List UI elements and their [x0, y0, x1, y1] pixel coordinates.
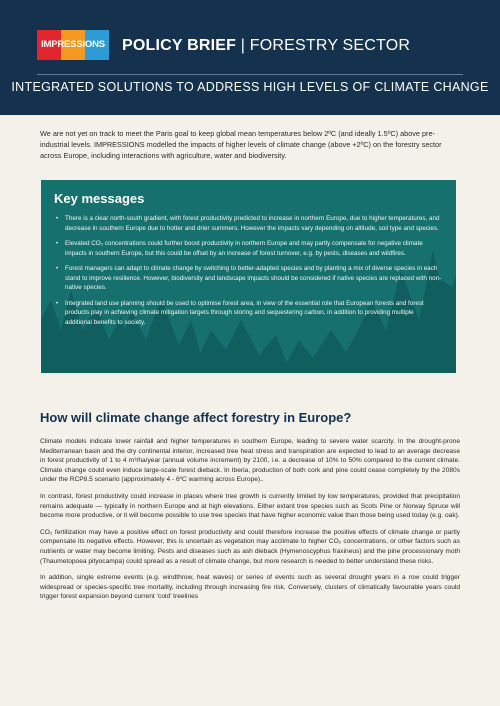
page-title: POLICY BRIEF | FORESTRY SECTOR [122, 37, 411, 54]
intro-paragraph: We are not yet on track to meet the Paris goal to keep global mean temperatures below 2ºC (and ideally 1.5ºC) above pre-industrial levels. IMPRESSIONS modelled the impacts of higher levels of climate change (above +2ºC) on the forestry sector across Europe, including interactions with agriculture, water and biodiversity. [40, 129, 442, 160]
bullet-icon: • [56, 265, 59, 272]
bullet-icon: • [56, 299, 59, 307]
page-subtitle: INTEGRATED SOLUTIONS TO ADDRESS HIGH LEVELS OF CLIMATE CHANGE [11, 80, 489, 94]
header-banner [0, 0, 500, 115]
key-messages-list [41, 214, 456, 327]
key-message-item: • Elevated CO₂ concentrations could further boost productivity in northern Europe and may partly compensate for negative climate impacts in southern Europe, but this could be offset by an increase of forest turnover, e.g. by pests, diseases and wildfires. [56, 240, 423, 257]
section-heading: How will climate change affect forestry in Europe? [40, 410, 352, 425]
impressions-logo: IMPRESSIONS [37, 30, 109, 60]
key-messages-title: Key messages [54, 191, 145, 206]
key-messages-box [41, 180, 456, 373]
body-text [40, 437, 460, 609]
bullet-icon: • [56, 240, 59, 247]
body-paragraph: CO₂ fertilization may have a positive effect on forest productivity and could therefore increase the positive effects of climate change or partly compensate its negative effects. However, this is uncertain as vegetation may acclimate to higher CO₂ concentrations, or other factors such as nutrients or water may become limiting. Pests and diseases such as ash dieback (Hymenoscyphus fraxineus) and the pine processionary moth (Thaumetopoea pityocampa) could spread as a result of climate change, but more research is needed to better understand these risks. [40, 528, 460, 565]
key-message-item: • Forest managers can adapt to climate change by switching to better-adapted species and by planting a mix of diverse species in each stand to improve resilience. However, biodiversity and landscape impacts should be considered if native species are replaced with non-native species. [56, 265, 442, 291]
body-paragraph: In addition, single extreme events (e.g. windthrow, heat waves) or series of events such as several drought years in a row could trigger widespread or species-specific tree mortality, including through increasing fire risk. Conversely, clusters of climatically favourable years could trigger forest expansion beyond current ‘cold’ treelines [40, 574, 460, 601]
bullet-icon: • [56, 215, 59, 222]
key-message-item: • Integrated land use planning should be used to optimise forest area, in view of the essential role that European forests and forest products play in achieving climate mitigation targets through storing and sequestering carbon, in addition to providing multiple additional benefits to society. [56, 299, 424, 326]
header-divider [37, 74, 463, 75]
key-message-item: • There is a clear north-south gradient, with forest productivity predicted to increase in northern Europe, due to higher temperatures, and decrease in southern Europe due to hotter and drier summers. However the impacts vary depending on altitude, soil type and species. [56, 215, 440, 232]
body-paragraph: In contrast, forest productivity could increase in places where tree growth is currently limited by low temperatures, provided that precipitation remains adequate — typically in northern Europe and at high elevations. Either extant tree species such as Scots Pine or Norway Spruce will become more productive, or it will become possible to use tree species that have higher economic value than those being used today (e.g. oak). [40, 492, 460, 520]
body-paragraph: Climate models indicate lower rainfall and higher temperatures in southern Europe, leading to severe water scarcity. In the drought-prone Mediterranean basin and the dry continental interior, increased tree heat stress and transpiration are expected to lead to an average decrease in forest productivity of 1 to 4 m³/ha/year (annual volume increment) by 2100, i.e. a decrease of 10% to 50% compared to the current climate. Climate change could even induce large-scale forest dieback. In Iberia, production of both cork and pine could cease completely by the 2080s under the RCP8.5 scenario (approximately 4 - 6ºC warming across Europe).. [40, 438, 460, 484]
